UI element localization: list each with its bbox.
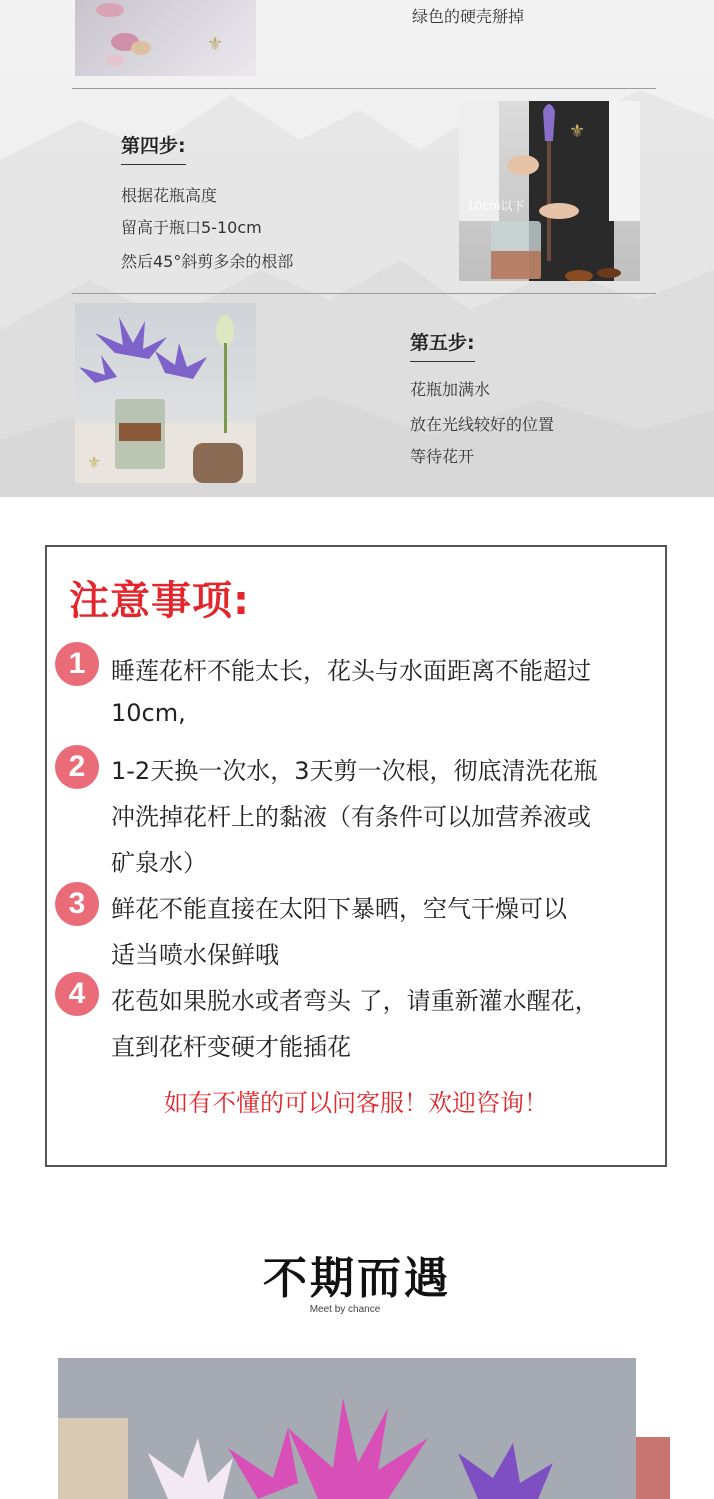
item-number-badge: 4 <box>55 972 99 1016</box>
step4-line-1: 根据花瓶高度 <box>121 186 218 205</box>
step3-text-line: 绿色的硬壳掰掉 <box>412 7 525 26</box>
decorative-block <box>636 1437 670 1499</box>
item-number-badge: 1 <box>55 642 99 686</box>
item4-line-1: 花苞如果脱水或者弯头 了，请重新灌水醒花， <box>111 987 599 1015</box>
step4-photo-label: 10cm以下 <box>467 199 525 213</box>
step5-title: 第五步: <box>410 328 475 362</box>
item4-line-2: 直到花杆变硬才能插花 <box>111 1033 351 1061</box>
item2-line-3: 矿泉水） <box>111 849 207 877</box>
step4-title: 第四步: <box>121 131 186 165</box>
step5-line-3: 等待花开 <box>410 447 475 466</box>
brand-logo-icon: ⚜ <box>206 34 224 55</box>
lotus-vase-illustration <box>75 303 256 483</box>
lotus-bouquet-illustration <box>58 1358 636 1499</box>
item-number-badge: 2 <box>55 745 99 789</box>
brand-logo-icon: ⚜ <box>569 121 586 142</box>
item-number-badge: 3 <box>55 882 99 926</box>
contact-note: 如有不懂的可以问客服！欢迎咨询！ <box>164 1089 548 1117</box>
steps-section <box>0 0 714 497</box>
item2-line-2: 冲洗掉花杆上的黏液（有条件可以加营养液或 <box>111 803 591 831</box>
item1-line-2: 10cm, <box>111 699 186 727</box>
item1-line-1: 睡莲花杆不能太长，花头与水面距离不能超过 <box>111 657 591 685</box>
item2-line-1: 1-2天换一次水，3天剪一次根，彻底清洗花瓶 <box>111 757 598 785</box>
section-title: 不期而遇 <box>263 1253 451 1304</box>
step5-line-1: 花瓶加满水 <box>410 380 491 399</box>
divider <box>72 293 656 294</box>
cutting-stem-illustration <box>459 101 640 281</box>
step4-line-3: 然后45°斜剪多余的根部 <box>121 252 294 271</box>
brand-logo-icon: ⚜ <box>87 453 102 472</box>
step5-photo <box>75 303 256 483</box>
item3-line-1: 鲜花不能直接在太阳下暴晒，空气干燥可以 <box>111 895 567 923</box>
step5-line-2: 放在光线较好的位置 <box>410 415 555 434</box>
divider <box>72 88 656 89</box>
step3-photo <box>75 0 256 76</box>
step4-line-2: 留高于瓶口5-10cm <box>121 218 262 237</box>
notice-title: 注意事项: <box>69 578 250 624</box>
notice-box <box>45 545 667 1167</box>
step4-photo <box>459 101 640 281</box>
section-subtitle: Meet by chance <box>309 1304 381 1315</box>
item3-line-2: 适当喷水保鲜哦 <box>111 941 279 969</box>
lotus-bouquet-photo <box>58 1358 636 1499</box>
